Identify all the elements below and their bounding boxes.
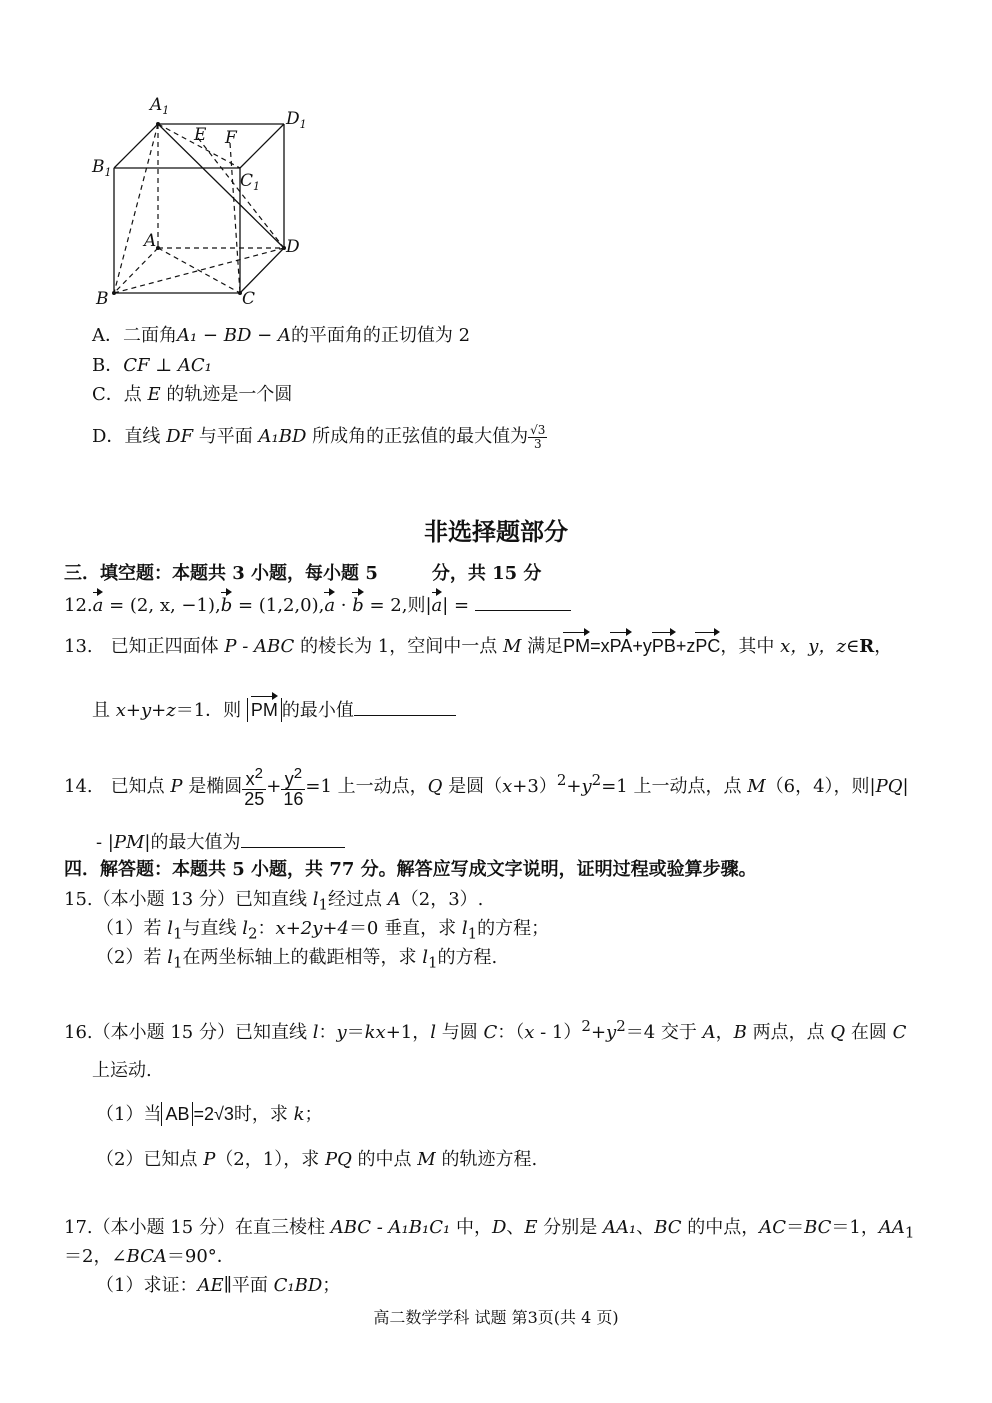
q14-plus: + xyxy=(266,776,282,797)
q15-l1-l: l xyxy=(312,889,319,910)
q15-l3-a: （2）若 xyxy=(96,947,168,968)
q15-l2-sub: 1 xyxy=(172,924,183,943)
option-d-suffix: 所成角的正弦值的最大值为 xyxy=(306,426,529,448)
question-15-line3 xyxy=(96,946,497,975)
label-B: B xyxy=(96,289,109,309)
q14-text-b: 是椭圆 xyxy=(182,776,243,797)
question-16-line3 xyxy=(96,1102,323,1127)
q16-l1-m: 在圆 xyxy=(845,1022,893,1043)
q17-l1-sub: 1 xyxy=(904,1223,915,1242)
q17-l3-a: （1）求证： xyxy=(96,1275,198,1296)
q17-l1-b: 中， xyxy=(450,1217,492,1238)
q13-text-i: ， xyxy=(874,636,893,657)
question-16-line1 xyxy=(64,1014,906,1045)
q17-l1-aa1: AA₁ xyxy=(602,1217,637,1238)
q15-l1-b: 经过点 xyxy=(328,889,388,910)
q17-l1-bc2: BC xyxy=(804,1217,832,1238)
q15-l3-sub: 1 xyxy=(172,953,183,972)
q12-b-value: = (1,2,0), xyxy=(232,595,325,616)
q12-dot-b: b xyxy=(352,595,364,616)
q16-l1-k: 两点，点 xyxy=(746,1022,831,1043)
q17-l1-bc: BC xyxy=(654,1217,682,1238)
q14-sq-g: 2 xyxy=(556,771,567,789)
option-d-fraction xyxy=(528,424,547,450)
q12-vector-a: a xyxy=(92,595,104,616)
q16-l1-l2: l xyxy=(430,1022,437,1043)
q16-l1-h: + xyxy=(590,1022,607,1043)
option-d-prefix: D．直线 xyxy=(92,426,167,448)
q14-text-c: =1 上一动点， xyxy=(305,776,428,797)
question-12 xyxy=(64,592,571,618)
q16-l1-circle-c: C xyxy=(483,1022,498,1043)
q13-text-e: 满足 xyxy=(521,636,564,657)
q14-text-a: 14. 已知点 xyxy=(64,776,171,797)
q16-l1-point-b: B xyxy=(733,1022,747,1043)
q13-sum: x+y+z xyxy=(115,700,176,721)
option-d xyxy=(92,424,547,450)
q16-l1-kx: kx xyxy=(364,1022,386,1043)
q16-l1-i: ＝4 交于 xyxy=(625,1022,703,1043)
q17-l2-bca: BCA xyxy=(126,1246,167,1267)
label-A: A xyxy=(144,231,157,251)
q12-a-value: = (2, x, −1), xyxy=(103,595,221,616)
q16-l1-j: ， xyxy=(715,1022,734,1043)
q17-l1-g: ＝ xyxy=(786,1217,805,1238)
q14-point-p: P xyxy=(170,776,183,797)
q16-l4-pq: PQ xyxy=(324,1149,352,1170)
q12-number: 12. xyxy=(64,595,93,616)
q17-l1-ac: AC xyxy=(759,1217,787,1238)
question-15-line1 xyxy=(64,888,483,917)
q13-vector-pm: PM xyxy=(563,636,591,656)
q14-line2-b: |的最大值为 xyxy=(144,832,241,853)
section4-header: 四．解答题：本题共 5 小题，共 77 分。解答应写成文字说明，证明过程或验算步骤。 xyxy=(64,859,757,880)
q17-l1-a: 17.（本小题 15 分）在直三棱柱 xyxy=(64,1217,331,1238)
q15-l1-c: （2，3）. xyxy=(400,889,484,910)
q14-plus-h: + xyxy=(566,776,582,797)
question-15-line2 xyxy=(96,917,549,946)
q14-y: y xyxy=(284,768,294,789)
q15-l2-sub3: 1 xyxy=(467,924,478,943)
q17-l1-c: 、 xyxy=(506,1217,525,1238)
q16-l4-b: （2，1），求 xyxy=(215,1149,325,1170)
q16-l1-sq: 2 xyxy=(581,1017,591,1035)
q15-l2-l3: l xyxy=(461,918,468,939)
q12-dot-value: = 2,则| xyxy=(363,595,432,616)
q14-bar: | xyxy=(902,776,909,797)
q16-l1-b: ： xyxy=(318,1022,337,1043)
q12-vector-b: b xyxy=(220,595,233,616)
q16-l1-d: +1， xyxy=(385,1022,431,1043)
option-d-var1: DF xyxy=(166,426,194,448)
q13-abs-pm xyxy=(247,698,282,722)
q13-line2-d: 的最小值 xyxy=(281,700,354,721)
q16-l3-a: （1）当 xyxy=(96,1104,162,1125)
q16-l3-c: 时，求 xyxy=(233,1104,294,1125)
question-14-line1 xyxy=(64,758,909,809)
question-14-line2 xyxy=(96,829,345,855)
question-17-line3 xyxy=(96,1274,340,1298)
option-a-expr: A₁ − BD − A xyxy=(177,325,291,346)
page-footer: 高二数学学科 试题 第3页(共 4 页) xyxy=(373,1308,619,1327)
q16-l3-ab: AB xyxy=(165,1104,190,1124)
q17-l1-f: 的中点， xyxy=(681,1217,760,1238)
q15-l2-l: l xyxy=(167,918,173,939)
q14-frac-x xyxy=(242,766,266,809)
q16-l1-point-q: Q xyxy=(830,1022,846,1043)
q13-text-a: 13. 已知正四面体 xyxy=(64,636,225,657)
q13-real-r: R xyxy=(859,636,875,657)
q16-l1-f: ：（ xyxy=(497,1022,525,1043)
label-C1: $C_1$ xyxy=(240,171,261,193)
q13-answer-blank[interactable] xyxy=(354,697,456,716)
q17-l1-aa1b: AA xyxy=(878,1217,905,1238)
q12-abs-end: | = xyxy=(442,595,470,616)
q15-l3-b: 在两坐标轴上的截距相等，求 xyxy=(182,947,423,968)
q13-vector-pb: PB xyxy=(651,636,676,656)
q14-text-k: =1 上一动点，点 xyxy=(601,776,748,797)
q15-l2-eq: x+2y+4 xyxy=(275,918,349,939)
q16-l1-g: - 1） xyxy=(534,1022,582,1043)
q13-tetrahedron: P - ABC xyxy=(224,636,295,657)
q12-dot-a: a xyxy=(324,595,336,616)
q17-l1-e: 、 xyxy=(636,1217,655,1238)
q13-plus-z: +z xyxy=(675,636,696,656)
q16-l3-k: k xyxy=(293,1104,305,1125)
label-D: D xyxy=(286,237,300,257)
q17-l1-d: 分别是 xyxy=(537,1217,603,1238)
q14-point-m: M xyxy=(747,776,766,797)
q15-l1-point-a: A xyxy=(387,889,401,910)
q13-text-f: ，其中 xyxy=(720,636,781,657)
q15-l3-l: l xyxy=(167,947,173,968)
q17-l3-c: ； xyxy=(322,1275,341,1296)
q15-l2-c: ： xyxy=(257,918,276,939)
option-a-prefix: A．二面角 xyxy=(92,325,177,346)
q16-l1-point-a: A xyxy=(702,1022,716,1043)
q14-text-f: +3） xyxy=(512,776,557,797)
question-13-line2 xyxy=(92,697,456,723)
q14-den-16: 16 xyxy=(283,788,304,809)
q13-vector-pa: PA xyxy=(609,636,633,656)
q17-l1-point-e: E xyxy=(524,1217,538,1238)
q14-x: x xyxy=(245,768,255,789)
q15-l3-sub2: 1 xyxy=(428,953,438,972)
q16-l1-y2: y xyxy=(606,1022,617,1043)
q14-x-var: x xyxy=(502,776,513,797)
option-c xyxy=(92,383,292,407)
q16-l4-d: 的轨迹方程. xyxy=(435,1149,538,1170)
q16-l3-d: ； xyxy=(304,1104,323,1125)
question-13-line1 xyxy=(64,634,892,659)
q13-line2-pm: PM xyxy=(250,700,278,720)
option-b-expr: CF ⊥ AC₁ xyxy=(123,355,212,376)
q16-l4-point-p: P xyxy=(203,1149,216,1170)
label-B1: $B_1$ xyxy=(92,157,112,179)
q17-l1-point-d: D xyxy=(491,1217,507,1238)
q13-vector-pc: PC xyxy=(695,636,721,656)
cube-diagram-svg xyxy=(80,88,320,318)
q16-l1-circle-c2: C xyxy=(892,1022,907,1043)
q15-l2-sub2: 2 xyxy=(248,924,258,943)
q16-l1-c: ＝ xyxy=(346,1022,365,1043)
q14-pq: PQ xyxy=(875,776,903,797)
option-d-frac-den: 3 xyxy=(533,436,542,451)
q13-eq-x: =x xyxy=(590,636,610,656)
q13-xyz: x，y，z xyxy=(780,636,846,657)
q13-plus-y: +y xyxy=(632,636,652,656)
q14-answer-blank[interactable] xyxy=(241,829,345,848)
q13-line2-a: 且 xyxy=(92,700,116,721)
q12-abs-a: a xyxy=(431,595,443,616)
q17-l2-a: ＝2，∠ xyxy=(64,1246,127,1267)
q14-y-var: y xyxy=(581,776,592,797)
q15-l2-e: 的方程； xyxy=(477,918,550,939)
question-17-line2 xyxy=(64,1245,235,1269)
q16-l4-a: （2）已知点 xyxy=(96,1149,204,1170)
q15-l2-d: ＝0 垂直，求 xyxy=(348,918,462,939)
q15-l2-l2: l xyxy=(242,918,248,939)
q16-l3-b: =2 xyxy=(193,1104,214,1124)
q15-l3-c: 的方程. xyxy=(437,947,498,968)
q16-l3-sqrt: √3 xyxy=(214,1104,234,1124)
q17-l1-h: ＝1， xyxy=(831,1217,879,1238)
q17-l2-b: ＝90°． xyxy=(166,1246,235,1267)
q16-abs-ab xyxy=(161,1102,193,1126)
option-c-suffix: 的轨迹是一个圆 xyxy=(160,384,293,405)
q17-l1-prism: ABC - A₁B₁C₁ xyxy=(330,1217,451,1238)
label-D1: $D_1$ xyxy=(286,109,307,131)
option-b xyxy=(92,354,212,378)
q15-l1-sub: 1 xyxy=(318,895,329,914)
q15-l2-a: （1）若 xyxy=(96,918,168,939)
q14-den-25: 25 xyxy=(244,788,265,809)
option-c-var: E xyxy=(147,384,161,405)
q16-l1-x: x xyxy=(524,1022,535,1043)
q12-dot: · xyxy=(335,595,353,616)
question-16-line4 xyxy=(96,1148,537,1172)
q14-sq-j: 2 xyxy=(591,771,602,789)
q15-l2-b: 与直线 xyxy=(182,918,243,939)
label-E: E xyxy=(194,125,207,145)
q17-l3-c1bd: C₁BD xyxy=(273,1275,323,1296)
q16-l4-point-m: M xyxy=(417,1149,436,1170)
option-d-var2: A₁BD xyxy=(258,426,307,448)
option-d-frac-num: √3 xyxy=(530,423,546,437)
q13-line2-c: ＝1．则 xyxy=(175,700,247,721)
section-title: 非选择题部分 xyxy=(424,517,568,546)
q16-l1-a: 16.（本小题 15 分）已知直线 xyxy=(64,1022,313,1043)
q15-l1-a: 15.（本小题 13 分）已知直线 xyxy=(64,889,313,910)
q16-l4-c: 的中点 xyxy=(351,1149,418,1170)
option-a xyxy=(92,324,470,348)
option-b-prefix: B． xyxy=(92,355,124,376)
q17-l3-b: ∥平面 xyxy=(223,1275,274,1296)
q14-point-q: Q xyxy=(427,776,443,797)
q14-line2-a: - | xyxy=(96,832,114,853)
section3-header: 三．填空题：本题共 3 小题，每小题 5 分，共 15 分 xyxy=(64,563,542,584)
q14-text-l: （6，4），则| xyxy=(765,776,876,797)
q16-l1-y: y xyxy=(336,1022,347,1043)
q16-l1-sq2: 2 xyxy=(616,1017,626,1035)
q13-text-c: 的棱长为 1，空间中一点 xyxy=(294,636,503,657)
q17-l3-ae: AE xyxy=(197,1275,224,1296)
q13-in: ∈ xyxy=(845,636,860,657)
q14-text-d: 是圆（ xyxy=(442,776,503,797)
option-d-mid: 与平面 xyxy=(193,426,259,448)
q15-l3-l2: l xyxy=(422,947,428,968)
q13-point-m: M xyxy=(502,636,522,657)
q14-frac-y xyxy=(281,766,305,809)
question-17-line1 xyxy=(64,1216,914,1245)
option-a-suffix: 的平面角的正切值为 2 xyxy=(290,325,471,346)
q14-x-sq: 2 xyxy=(254,764,263,782)
q14-y-sq: 2 xyxy=(293,764,303,782)
q16-l1-e: 与圆 xyxy=(436,1022,484,1043)
q16-l1-l: l xyxy=(312,1022,319,1043)
q12-answer-blank[interactable] xyxy=(475,592,571,611)
q14-line2-pm: PM xyxy=(113,832,145,853)
option-c-prefix: C．点 xyxy=(92,384,148,405)
question-16-line2: 上运动. xyxy=(92,1060,152,1081)
label-A1: $A_1$ xyxy=(150,95,170,117)
label-F: F xyxy=(225,128,237,148)
cube-figure xyxy=(80,88,320,318)
label-C: C xyxy=(242,289,256,309)
